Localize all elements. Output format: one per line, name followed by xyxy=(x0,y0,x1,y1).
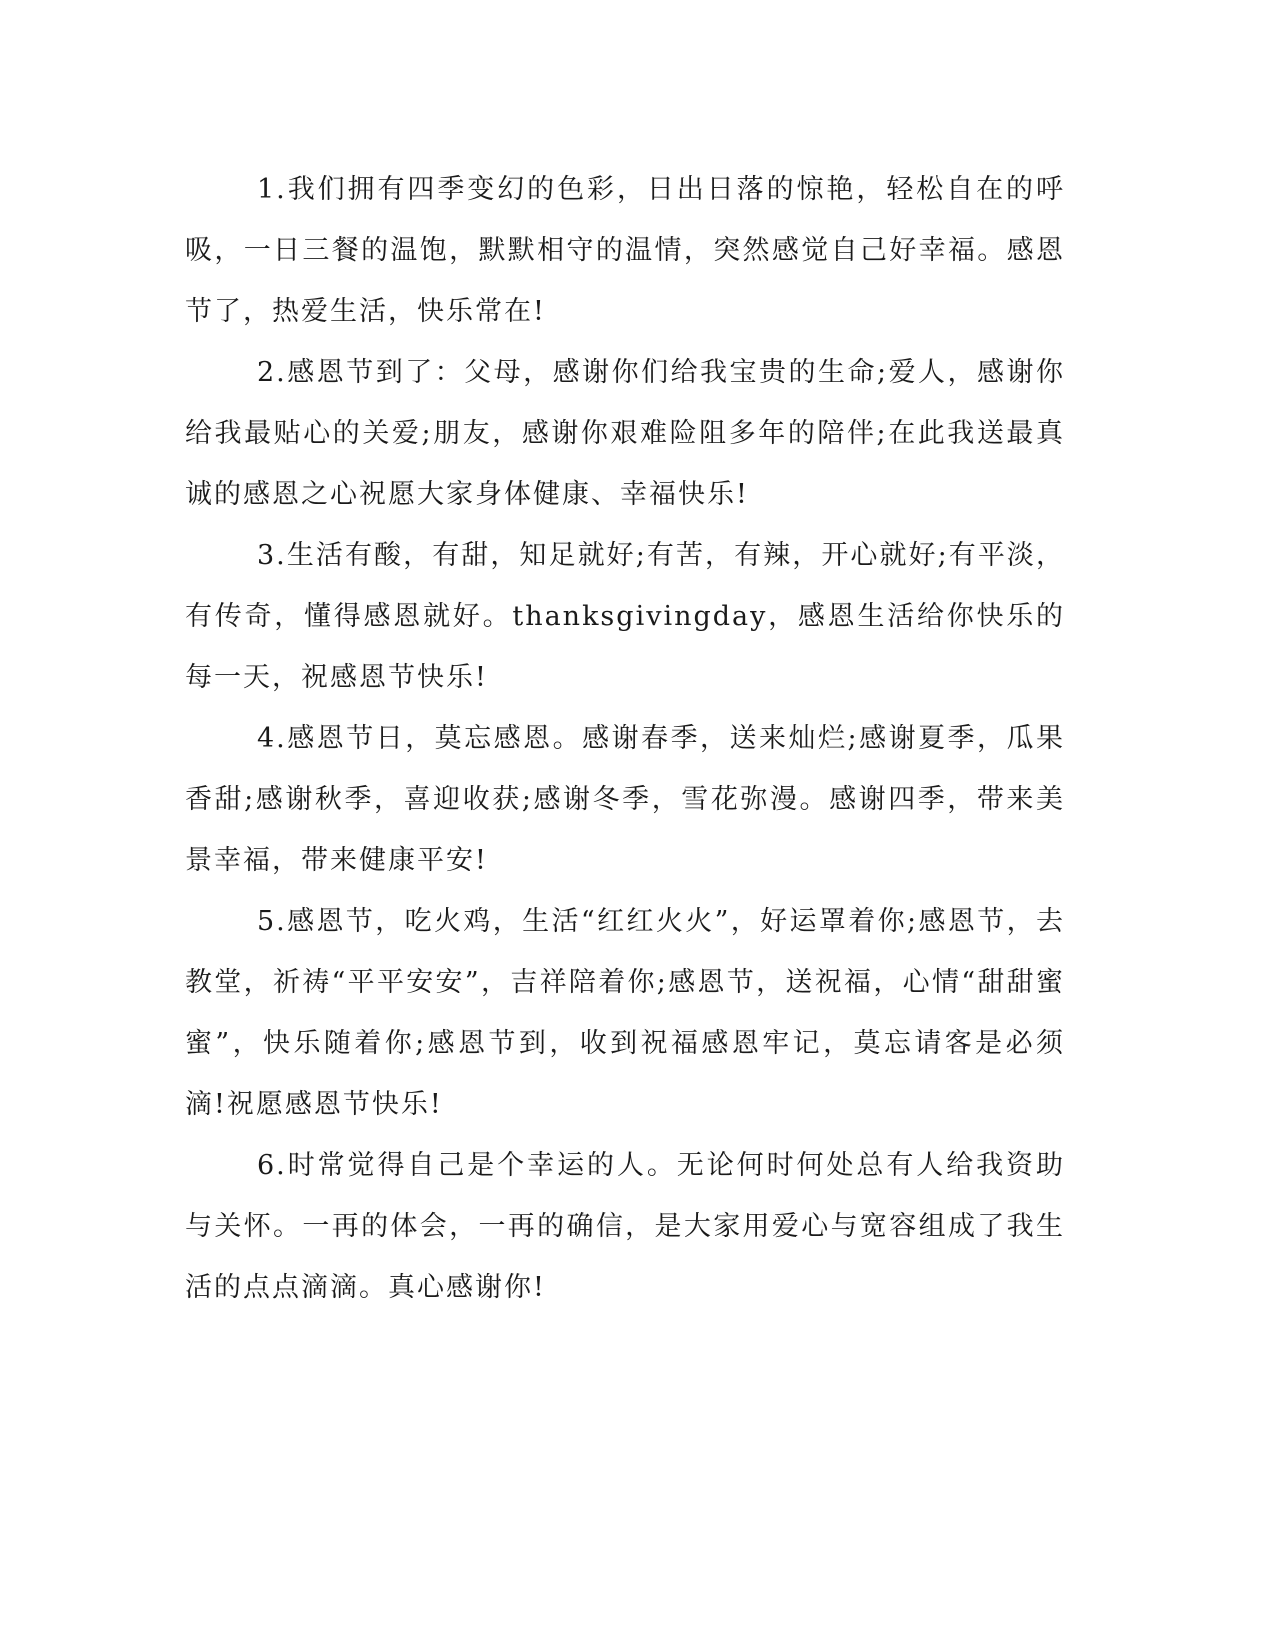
document-body xyxy=(185,159,1065,1318)
paragraph-1: 1.我们拥有四季变幻的色彩，日出日落的惊艳，轻松自在的呼吸，一日三餐的温饱，默默相守的温情，突然感觉自己好幸福。感恩节了，热爱生活，快乐常在! xyxy=(185,174,1065,327)
paragraph-5: 5.感恩节，吃火鸡，生活“红红火火”，好运罩着你;感恩节，去教堂，祈祷“平平安安”，吉祥陪着你;感恩节，送祝福，心情“甜甜蜜蜜”，快乐随着你;感恩节到，收到祝福感恩牢记，莫忘请客是必须滴!祝愿感恩节快乐! xyxy=(185,906,1065,1120)
paragraph-6: 6.时常觉得自己是个幸运的人。无论何时何处总有人给我资助与关怀。一再的体会，一再的确信，是大家用爱心与宽容组成了我生活的点点滴滴。真心感谢你! xyxy=(185,1150,1065,1303)
paragraph-4: 4.感恩节日，莫忘感恩。感谢春季，送来灿烂;感谢夏季，瓜果香甜;感谢秋季，喜迎收获;感谢冬季，雪花弥漫。感谢四季，带来美景幸福，带来健康平安! xyxy=(185,723,1065,876)
paragraph-3: 3.生活有酸，有甜，知足就好;有苦，有辣，开心就好;有平淡，有传奇，懂得感恩就好。thanksgivingday，感恩生活给你快乐的每一天，祝感恩节快乐! xyxy=(185,540,1065,693)
paragraph-2: 2.感恩节到了：父母，感谢你们给我宝贵的生命;爱人，感谢你给我最贴心的关爱;朋友，感谢你艰难险阻多年的陪伴;在此我送最真诚的感恩之心祝愿大家身体健康、幸福快乐! xyxy=(185,357,1065,510)
